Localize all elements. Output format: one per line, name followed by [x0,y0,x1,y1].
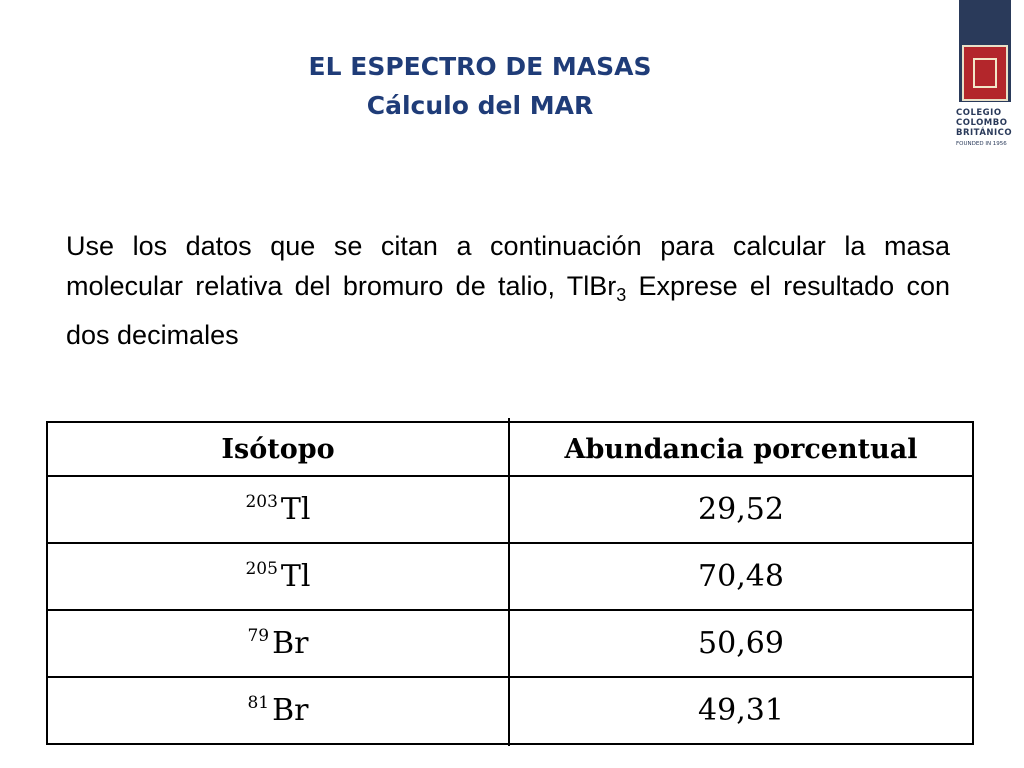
mass-number: 81 [247,693,270,713]
table-header-row [47,422,973,476]
isotope-cell [47,610,509,677]
school-logo [952,0,1018,152]
abundance-cell: 50,69 [509,610,973,677]
mass-number: 203 [245,492,278,512]
logo-line-1: COLEGIO [956,108,1002,118]
title-main: EL ESPECTRO DE MASAS [308,52,652,81]
element-symbol: Br [272,626,309,661]
instructions-paragraph [66,226,950,355]
table-column-divider [508,418,510,746]
isotope-cell [47,677,509,744]
title-subtitle: Cálculo del MAR [366,91,594,120]
table-row [47,610,973,677]
logo-line-3: BRITÁNICO [956,128,1013,138]
table-row [47,677,973,744]
abundance-cell: 70,48 [509,543,973,610]
element-symbol: Tl [280,492,311,527]
instructions-text-end: Exprese el resultado con dos decimales [66,271,950,350]
element-symbol: Tl [280,559,311,594]
abundance-cell: 29,52 [509,476,973,543]
logo-founded-text: FOUNDED IN 1956 [956,141,1007,147]
table-row [47,476,973,543]
logo-wordmark [956,108,1016,138]
isotope-cell [47,476,509,543]
header-abundance: Abundancia porcentual [509,422,973,476]
logo-line-2: COLOMBO [956,118,1008,128]
instructions-text: Use los datos que se citan a continuación para calcular la masa molecular relativa del bromuro de talio, TlBr [66,231,950,301]
isotope-table [46,421,974,745]
slide-title [290,48,670,126]
mass-number: 79 [247,626,270,646]
abundance-cell: 49,31 [509,677,973,744]
table-row [47,543,973,610]
element-symbol: Br [272,693,309,728]
header-isotope: Isótopo [47,422,509,476]
mass-number: 205 [245,559,278,579]
formula-subscript: 3 [616,285,627,305]
isotope-cell [47,543,509,610]
logo-crest-emblem [973,58,997,88]
